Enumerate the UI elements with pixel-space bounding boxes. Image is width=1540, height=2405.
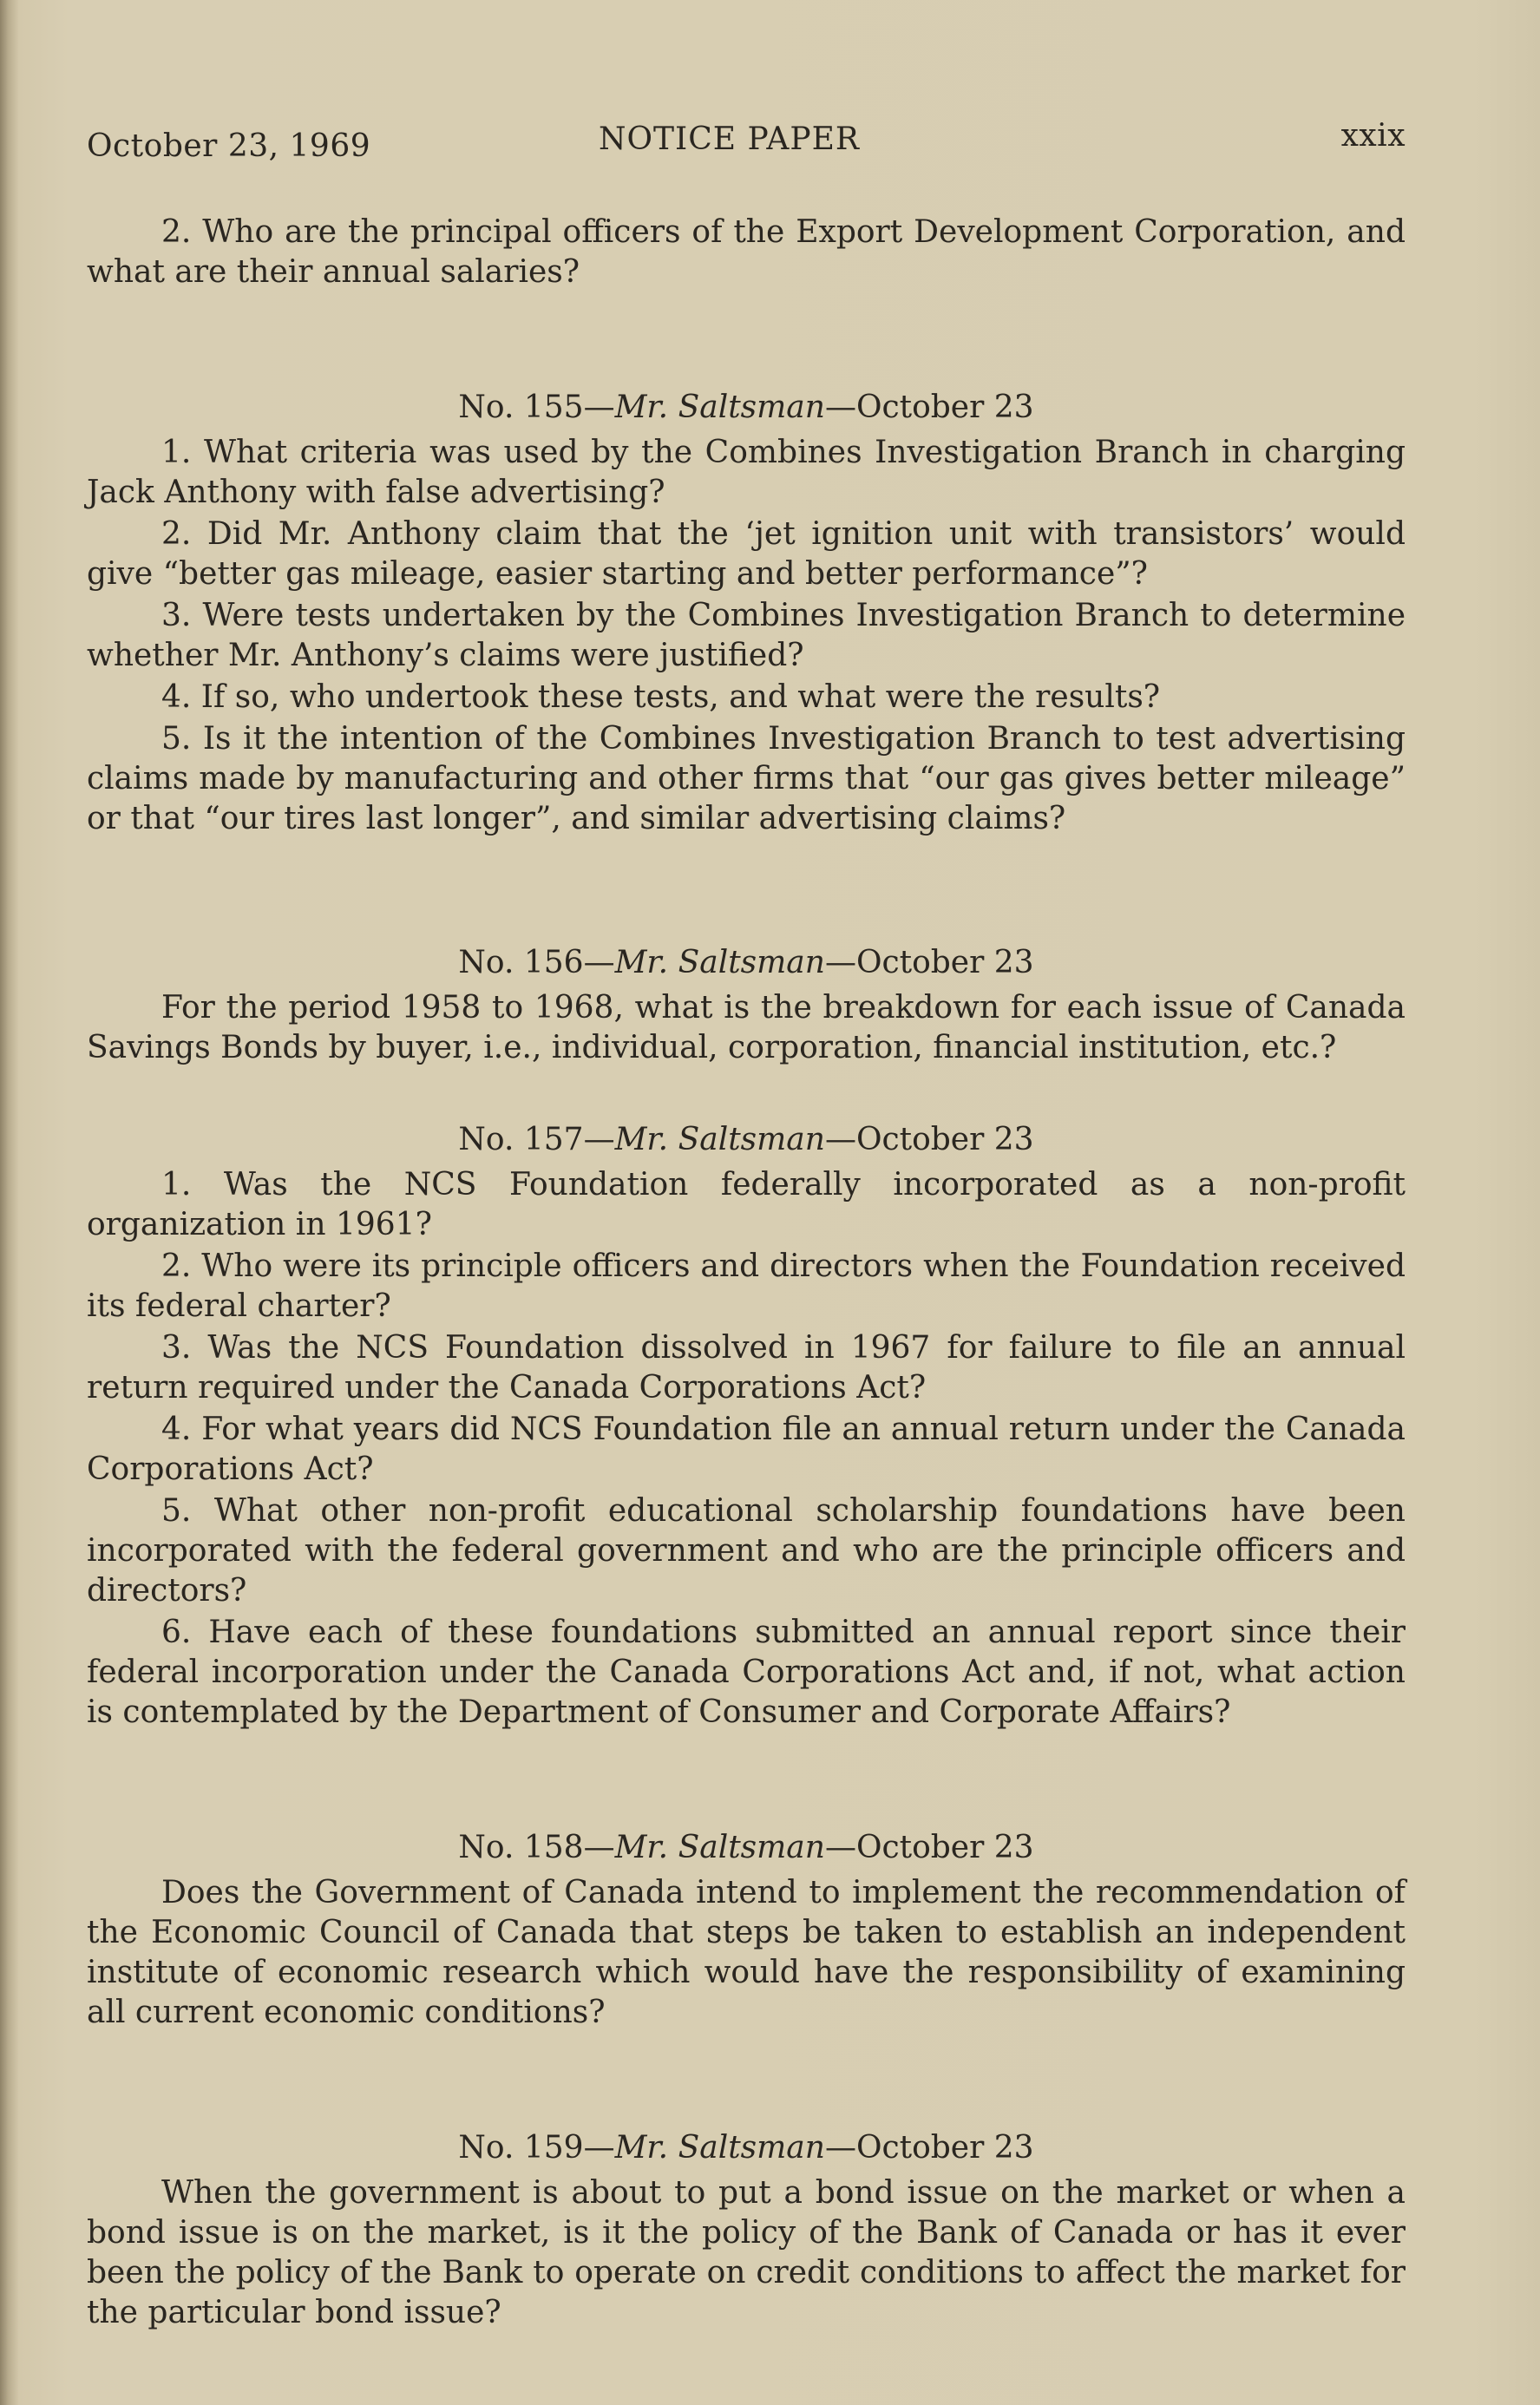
question-member: Mr. Saltsman (614, 390, 825, 425)
question-heading: No. 156—Mr. Saltsman—October 23 (458, 945, 1034, 980)
question-155 (87, 388, 1406, 839)
question-paragraph: 3. Were tests undertaken by the Combines Investigation Branch to determine whether Mr. Anthony’s claims were justified? (87, 598, 1406, 673)
question-paragraph: 2. Who were its principle officers and directors when the Foundation received its federal charter? (87, 1248, 1406, 1324)
page-folio: xxix (1340, 118, 1406, 154)
question-158 (87, 1828, 1406, 2033)
question-paragraph: 5. Is it the intention of the Combines Investigation Branch to test advertising claims made by manufacturing and other firms that “our gas gives better mileage” or that “our tires last longer”, and similar advertising claims? (87, 721, 1406, 836)
question-number: No. 156 (458, 945, 584, 980)
header-date: October 23, 1969 (87, 128, 371, 164)
question-date: October 23 (855, 2130, 1034, 2166)
intro-paragraph: 2. Who are the principal officers of the Export Development Corporation, and what are their annual salaries? (87, 214, 1406, 290)
page-header (87, 118, 1406, 174)
question-member: Mr. Saltsman (614, 2130, 825, 2166)
question-member: Mr. Saltsman (614, 945, 825, 980)
question-number: No. 158 (458, 1830, 584, 1865)
question-paragraph: 2. Did Mr. Anthony claim that the ‘jet ignition unit with transistors’ would give “better gas mileage, easier starting and better performance”? (87, 516, 1406, 592)
question-member: Mr. Saltsman (614, 1830, 825, 1865)
question-paragraph: 5. What other non-profit educational scholarship foundations have been incorporated with the federal government and who are the principle officers and directors? (87, 1493, 1406, 1609)
question-paragraph: When the government is about to put a bond issue on the market or when a bond issue is on the market, is it the policy of the Bank of Canada or has it ever been the policy of the Bank to operate on credit conditions to affect the market for the particular bond issue? (87, 2175, 1406, 2330)
question-date: October 23 (855, 390, 1034, 425)
question-heading: No. 155—Mr. Saltsman—October 23 (458, 390, 1034, 425)
question-number: No. 157 (458, 1122, 584, 1157)
question-heading: No. 157—Mr. Saltsman—October 23 (458, 1122, 1034, 1157)
question-number: No. 159 (458, 2130, 584, 2166)
question-paragraph: 4. For what years did NCS Foundation file an annual return under the Canada Corporations Act? (87, 1412, 1406, 1487)
question-date: October 23 (855, 945, 1034, 980)
question-date: October 23 (855, 1122, 1034, 1157)
question-heading: No. 158—Mr. Saltsman—October 23 (458, 1830, 1034, 1865)
question-paragraph: For the period 1958 to 1968, what is the breakdown for each issue of Canada Savings Bonds by buyer, i.e., individual, corporation, financial institution, etc.? (87, 990, 1406, 1065)
header-title: NOTICE PAPER (599, 121, 861, 157)
question-number: No. 155 (458, 390, 584, 425)
question-paragraph: 6. Have each of these foundations submitted an annual report since their federal incorporation under the Canada Corporations Act and, if not, what action is contemplated by the Department of Consumer and Corporate Affairs? (87, 1615, 1406, 1730)
question-paragraph: 1. What criteria was used by the Combines Investigation Branch in charging Jack Anthony with false advertising? (87, 435, 1406, 510)
question-159 (87, 2128, 1406, 2333)
page-body (87, 213, 1406, 2335)
question-paragraph: 4. If so, who undertook these tests, and what were the results? (161, 679, 1161, 715)
question-date: October 23 (855, 1830, 1034, 1865)
question-paragraph: Does the Government of Canada intend to implement the recommendation of the Economic Council of Canada that steps be taken to establish an independent institute of economic research which would have the responsibility of examining all current economic conditions? (87, 1875, 1406, 2030)
question-paragraph: 3. Was the NCS Foundation dissolved in 1967 for failure to file an annual return required under the Canada Corporations Act? (87, 1330, 1406, 1406)
question-paragraph: 1. Was the NCS Foundation federally incorporated as a non-profit organization in 1961? (87, 1167, 1406, 1242)
question-157 (87, 1120, 1406, 1733)
question-156 (87, 943, 1406, 1068)
question-member: Mr. Saltsman (614, 1122, 825, 1157)
question-heading: No. 159—Mr. Saltsman—October 23 (458, 2130, 1034, 2166)
